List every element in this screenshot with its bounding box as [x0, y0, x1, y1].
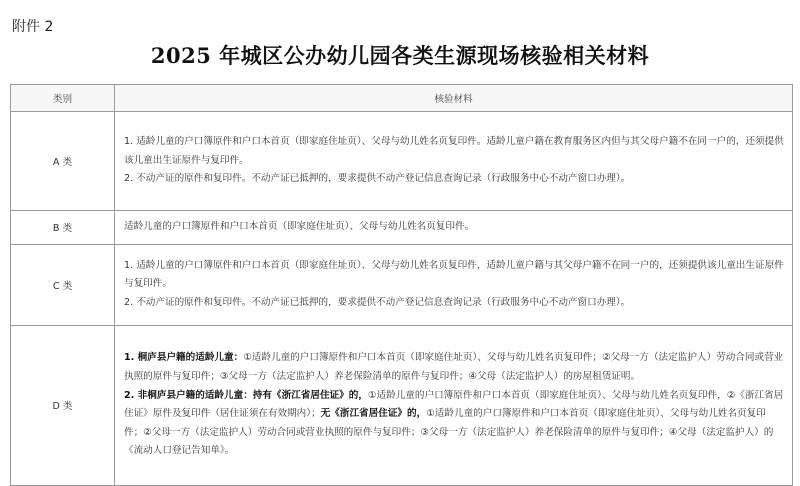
header-category: 类别	[11, 85, 115, 112]
page-title: 2025 年城区公办幼儿园各类生源现场核验相关材料	[150, 43, 650, 68]
materials-line: 2. 不动产证的原件和复印件。不动产证已抵押的，要求提供不动产登记信息查询记录（行政服务中心不动产窗口办理）。	[124, 173, 631, 185]
table-row	[11, 325, 793, 485]
table-row	[11, 244, 793, 325]
materials-cell	[115, 325, 793, 485]
table-row	[11, 112, 793, 211]
nonlocal-nopermit-text: ①适龄儿童的户口簿原件和户口本首页（即家庭住址页）、父母与幼儿姓名页复印件；②父母一方（法定监护人）劳动合同或营业执照的原件与复印件；③父母一方（法定监护人）养老保险清单的原件与复印件；④父母（法定监护人）的《流动人口登记告知单》。	[124, 408, 774, 457]
local-hukou-text: ①适龄儿童的户口簿原件和户口本首页（即家庭住址页）、父母与幼儿姓名页复印件；②父母一方（法定监护人）劳动合同或营业执照的原件与复印件；③父母一方（法定监护人）养老保险清单的原件与复印件；④父母（法定监护人）的房屋租赁证明。	[124, 352, 784, 382]
materials-table	[10, 84, 793, 486]
attachment-label: 附件 2	[12, 19, 54, 35]
nonlocal-permit-heading: 2. 非桐庐县户籍的适龄儿童：持有《浙江省居住证》的，	[124, 389, 368, 401]
category-cell: C 类	[11, 244, 115, 325]
nonlocal-permit-text: ①适龄儿童的户口簿原件和户口本首页（即家庭住址页）、父母与幼儿姓名页复印件，②《浙江省居住证》原件及复印件（居住证须在有效期内）；	[124, 389, 784, 420]
materials-line: 2. 不动产证的原件和复印件。不动产证已抵押的，要求提供不动产登记信息查询记录（行政服务中心不动产窗口办理）。	[124, 296, 631, 308]
table-row	[11, 211, 793, 245]
materials-line: 1. 适龄儿童的户口簿原件和户口本首页（即家庭住址页）、父母与幼儿姓名页复印件，适龄儿童户籍与其父母户籍不在同一户的，还须提供该儿童出生证原件与复印件。	[124, 259, 784, 290]
category-cell: D 类	[11, 325, 115, 485]
materials-cell	[115, 211, 793, 245]
table-header-row	[11, 85, 793, 112]
category-cell: A 类	[11, 112, 115, 211]
category-cell: B 类	[11, 211, 115, 245]
materials-line: 适龄儿童的户口簿原件和户口本首页（即家庭住址页）、父母与幼儿姓名页复印件。	[124, 221, 475, 232]
nonlocal-nopermit-heading: 无《浙江省居住证》的，	[320, 408, 427, 420]
materials-cell	[115, 244, 793, 325]
materials-cell	[115, 112, 793, 211]
materials-line: 1. 适龄儿童的户口簿原件和户口本首页（即家庭住址页）、父母与幼儿姓名页复印件。适龄儿童户籍在教育服务区内但与其父母户籍不在同一户的，还须提供该儿童出生证原件与复印件。	[124, 136, 784, 166]
header-materials: 核验材料	[115, 85, 793, 112]
local-hukou-heading: 1. 桐庐县户籍的适龄儿童：	[124, 352, 244, 364]
materials-paragraph	[124, 349, 784, 386]
materials-paragraph	[124, 387, 784, 461]
